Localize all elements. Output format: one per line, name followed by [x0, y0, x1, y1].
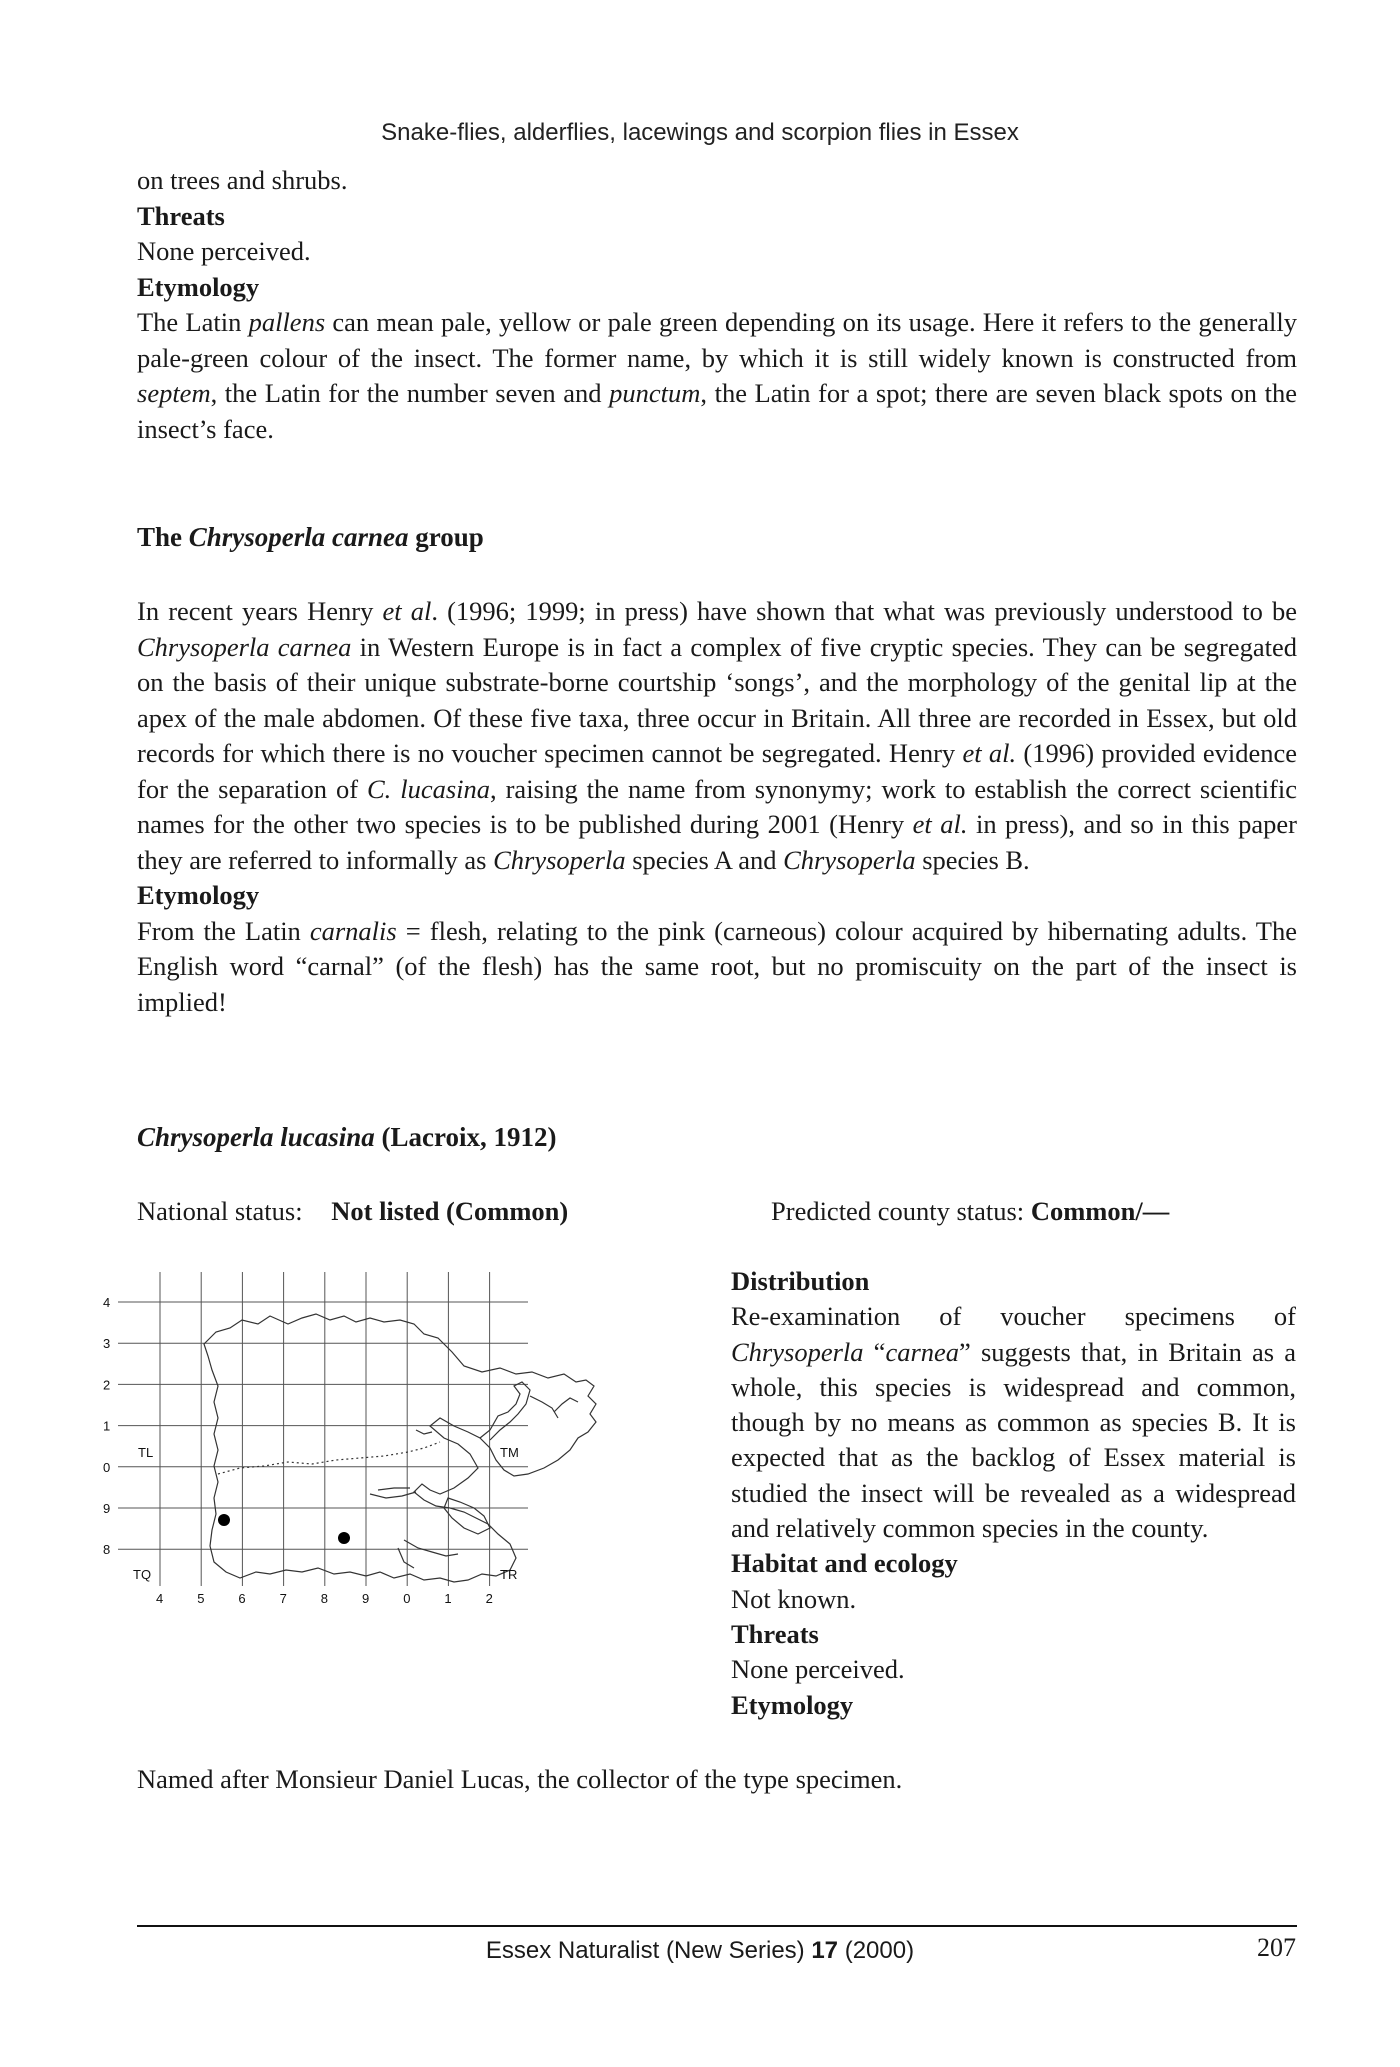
group-section-body	[137, 594, 1297, 1020]
species-threats-text: None perceived.	[731, 1654, 905, 1685]
map-column-label: 4	[156, 1591, 164, 1606]
grid-square-label-tl: TL	[138, 1445, 154, 1460]
map-column-label: 8	[320, 1591, 329, 1606]
habitat-text: Not known.	[731, 1583, 857, 1614]
map-column-label: 6	[238, 1591, 246, 1606]
map-column-label: 5	[197, 1591, 205, 1606]
previous-species-tail	[137, 163, 1297, 447]
threats-heading: Threats	[137, 200, 225, 231]
page-number: 207	[1257, 1933, 1296, 1962]
etymology-heading: Etymology	[137, 271, 260, 302]
continuation-line: on trees and shrubs.	[137, 165, 348, 195]
map-row-label: 8	[103, 1542, 111, 1558]
map-row-label: 1	[103, 1418, 111, 1434]
group-etymology-text: From the Latin carnalis = flesh, relating to the pink (carneous) colour acquired by hibernating adults. The English word “carnal” (of the flesh) has the same root, but no promiscuity on the part of the insect is implied!	[137, 915, 1297, 1017]
running-head: Snake-flies, alderflies, lacewings and scorpion flies in Essex	[381, 119, 1019, 146]
species-account-column	[731, 1264, 1296, 1723]
footer-rule	[137, 1925, 1297, 1927]
species-threats-heading: Threats	[731, 1618, 819, 1649]
county-status-value: Common/—	[1030, 1196, 1170, 1226]
group-paragraph: In recent years Henry et al. (1996; 1999; in press) have shown that what was previously understood to be Chrysoperla carnea in Western Europe is in fact a complex of five cryptic species. They can be segregated on the basis of their unique substrate-borne courtship ‘songs’, and the morphology of the genital lip at the apex of the male abdomen. Of these five taxa, three occur in Britain. All three are recorded in Essex, but old records for which there is no voucher specimen cannot be segregated. Henry et al. (1996) provided evidence for the separation of C. lucasina, raising the name from synonymy; work to establish the correct scientific names for the other two species is to be published during 2001 (Henry et al. in press), and so in this paper they are referred to informally as Chrysoperla species A and Chrysoperla species B.	[137, 596, 1298, 875]
threats-text: None perceived.	[137, 236, 311, 266]
map-column-labels	[156, 1591, 493, 1606]
map-row-labels	[103, 1295, 110, 1557]
map-row-label: 3	[103, 1336, 111, 1352]
map-row-label: 0	[103, 1459, 111, 1475]
journal-footer: Essex Naturalist (New Series) 17 (2000)	[485, 1937, 915, 1964]
species-etymology-heading: Etymology	[731, 1689, 854, 1720]
national-status	[137, 1196, 568, 1227]
grid-square-label-tm: TM	[500, 1445, 519, 1460]
map-column-label: 7	[279, 1591, 287, 1606]
habitat-heading: Habitat and ecology	[731, 1548, 958, 1579]
species-title: Chrysoperla lucasina (Lacroix, 1912)	[137, 1122, 557, 1152]
map-column-label: 1	[444, 1591, 452, 1606]
map-row-label: 4	[103, 1295, 111, 1310]
map-column-label: 9	[362, 1591, 370, 1606]
map-column-label: 2	[485, 1591, 493, 1606]
distribution-text: Re-examination of voucher specimens of Chrysoperla “carnea” suggests that, in Britain as a whole, this species is widespread and common, though by no means as common as species B. It is expected that as the backlog of Essex material is studied the insect will be revealed as a widespread and relatively common species in the county.	[731, 1301, 1296, 1544]
species-etymology-text: Named after Monsieur Daniel Lucas, the collector of the type specimen.	[137, 1764, 903, 1794]
record-dot	[218, 1514, 230, 1526]
county-status-label: Predicted county status:	[771, 1196, 1031, 1226]
record-dot	[338, 1532, 350, 1544]
map-row-label: 2	[103, 1377, 111, 1393]
grid-square-label-tr: TR	[500, 1567, 518, 1582]
essex-coastline	[204, 1314, 596, 1582]
map-grid	[118, 1272, 528, 1586]
grid-square-label-tq: TQ	[133, 1567, 152, 1582]
distribution-map	[103, 1262, 718, 1742]
county-status	[771, 1196, 1169, 1227]
distribution-heading: Distribution	[731, 1266, 870, 1296]
map-row-label: 9	[103, 1501, 111, 1516]
map-column-label: 0	[403, 1591, 411, 1606]
group-etymology-heading: Etymology	[137, 880, 260, 910]
national-status-label: National status:	[137, 1196, 303, 1226]
national-status-value: Not listed (Common)	[331, 1196, 569, 1226]
etymology-paragraph: The Latin pallens can mean pale, yellow or pale green depending on its usage. Here it refers to the generally pale-green colour of the insect. The former name, by which it is still widely known is constructed from septem, the Latin for the number seven and punctum, the Latin for a spot; there are seven black spots on the insect’s face.	[137, 307, 1298, 444]
group-section-title: The Chrysoperla carnea group	[137, 522, 484, 552]
